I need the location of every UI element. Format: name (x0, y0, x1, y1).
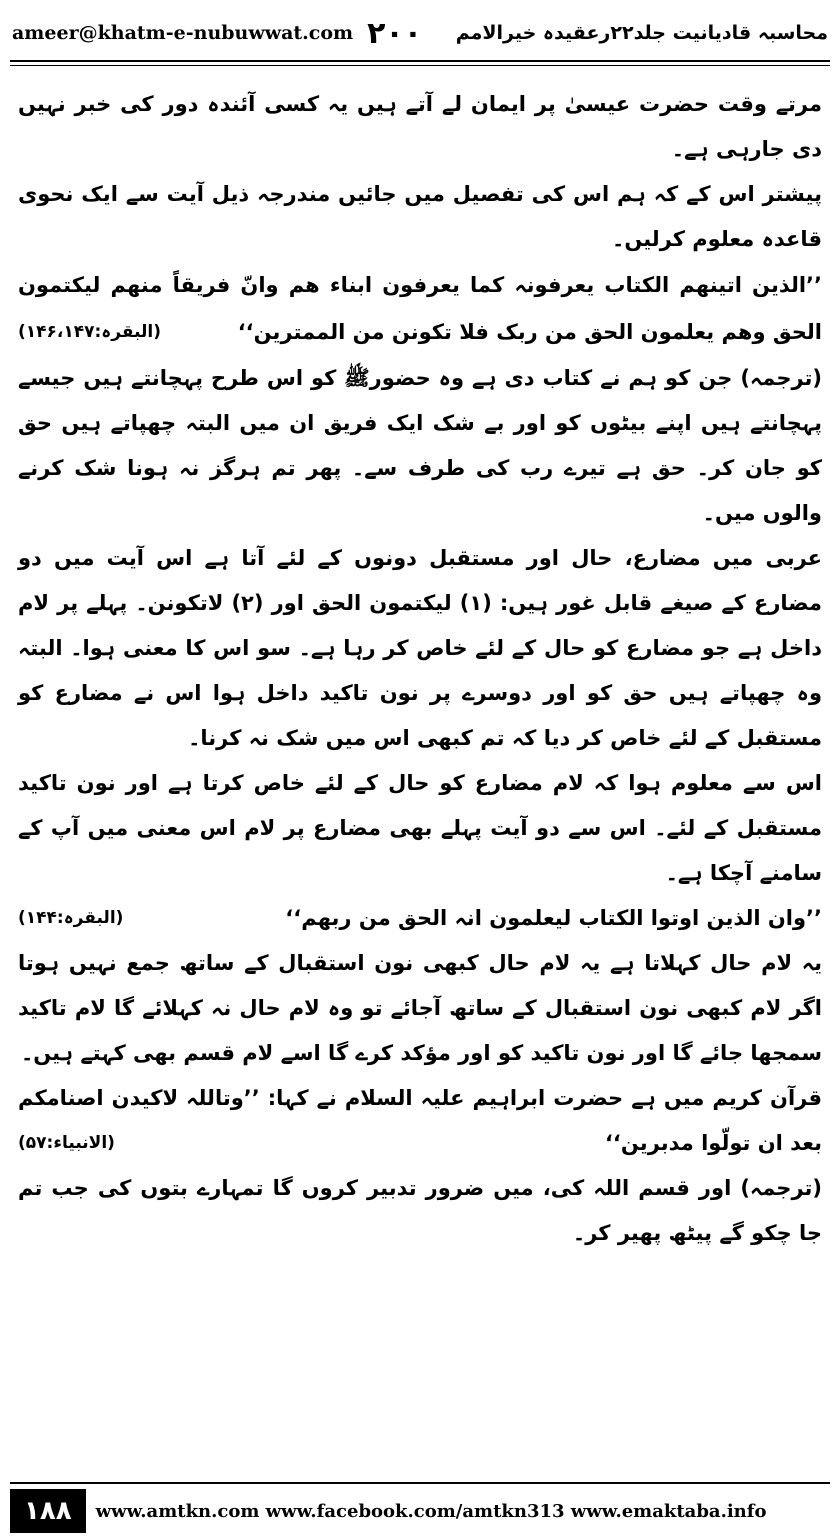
footer-rule (10, 1482, 830, 1484)
quran-quote-2-text: ’’وان الذین اوتوا الکتاب لیعلمون انہ الحق من ربھم‘‘ (285, 906, 822, 930)
paragraph-6-text: قرآن کریم میں ہے حضرت ابراہیم علیہ السلام نے کہا: ’’وتاللہ لاکیدن اصنامکم بعد ان تولّوا مدبرین‘‘ (18, 1086, 822, 1155)
quran-quote-1-reference: (البقرہ:۱۴۶،۱۴۷) (18, 322, 161, 342)
footer-links: www.amtkn.com www.facebook.com/amtkn313 www.emaktaba.info (95, 1500, 767, 1522)
quran-quote-2 (18, 896, 822, 941)
header-page-number: ۲۰۰ (367, 15, 423, 51)
paragraph-6-reference: (الانبیاء:۵۷) (18, 1133, 115, 1153)
paragraph-3: عربی میں مضارع، حال اور مستقبل دونوں کے لئے آتا ہے اس آیت میں دو مضارع کے صیغے قابل غور ہیں: (۱) لیکتمون الحق اور (۲) لاتکونن۔ پہلے پر لام داخل ہے جو مضارع کو حال کے لئے خاص کر رہا ہے۔ سو اس کا معنی ہوا۔ البتہ وہ چھپاتے ہیں حق کو اور دوسرے پر نون تاکید داخل ہوا اس نے مضارع کو مستقبل کے لئے خاص کر دیا کہ تم کبھی اس میں شک نہ کرنا۔ (18, 546, 823, 750)
paragraph-2: پیشتر اس کے کہ ہم اس کی تفصیل میں جائیں مندرجہ ذیل آیت سے ایک نحوی قاعدہ معلوم کرلیں۔ (18, 182, 822, 251)
page-header (12, 8, 828, 58)
paragraph-1: مرتے وقت حضرت عیسیٰ پر ایمان لے آتے ہیں یہ کسی آئندہ دور کی خبر نہیں دی جارہی ہے۔ (18, 92, 822, 161)
header-rule-thick (10, 60, 830, 62)
page-footer (10, 1488, 830, 1534)
translation-1: (ترجمہ) جن کو ہم نے کتاب دی ہے وہ حضورﷺ کو اس طرح پہچانتے ہیں جیسے پہچانتے ہیں اپنے بیٹوں کو اور بے شک ایک فریق ان میں البتہ چھپاتے ہیں حق کو جان کر۔ حق ہے تیرے رب کی طرف سے۔ پھر تم ہرگز نہ ہونا شک کرنے والوں میں۔ (18, 366, 822, 525)
translation-2: (ترجمہ) اور قسم اللہ کی، میں ضرور تدبیر کروں گا تمہارے بتوں کی جب تم جا چکو گے پیٹھ پھیر کر۔ (18, 1176, 822, 1245)
header-email: ameer@khatm-e-nubuwwat.com (12, 22, 354, 44)
header-book-title: محاسبہ قادیانیت جلد۲۲رعقیدہ خیرالامم (455, 22, 828, 44)
paragraph-5: یہ لام حال کہلاتا ہے یہ لام حال کبھی نون استقبال کے ساتھ جمع نہیں ہوتا اگر لام کبھی نون استقبال کے ساتھ آجائے تو وہ لام حال نہ کہلائے گا لام تاکید سمجھا جائے گا اور نون تاکید کو اور مؤکد کرے گا اسے لام قسم بھی کہتے ہیں۔ (18, 951, 822, 1065)
paragraph-6 (18, 1076, 822, 1166)
quran-quote-1 (18, 262, 822, 356)
quran-quote-1-text: ’’الذین اتینھم الکتاب یعرفونہ کما یعرفون ابناء ھم وانّ فریقاً منھم لیکتمون الحق وھم یعلمون الحق من ربک فلا تکونن من الممترین‘‘ (18, 273, 822, 344)
page-content (18, 82, 822, 1256)
header-rule-thin (10, 65, 830, 66)
paragraph-4: اس سے معلوم ہوا کہ لام مضارع کو حال کے لئے خاص کرتا ہے اور نون تاکید مستقبل کے لئے۔ اس سے دو آیت پہلے بھی مضارع پر لام اس معنی میں آپ کے سامنے آچکا ہے۔ (18, 771, 822, 885)
quran-quote-2-reference: (البقرہ:۱۴۴) (18, 908, 124, 928)
footer-page-number: ۱۸۸ (10, 1489, 86, 1533)
